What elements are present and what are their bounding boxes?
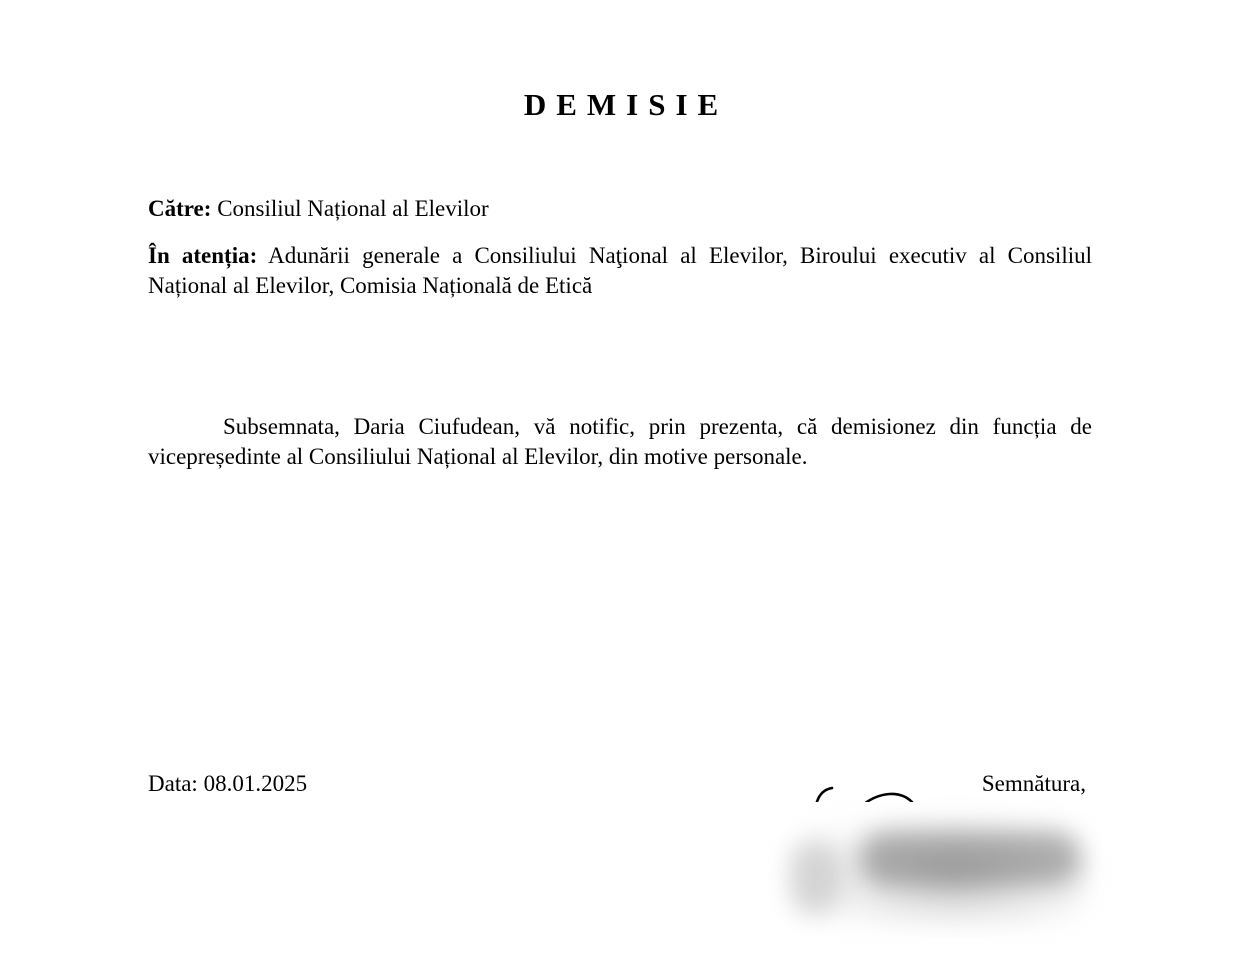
recipient-value: Consiliul Național al Elevilor <box>217 196 489 221</box>
recipient-line <box>148 194 1092 224</box>
signature-label: Semnătura, <box>981 771 1086 796</box>
body-paragraph: Subsemnata, Daria Ciufudean, vă notific, prin prezenta, că demisionez din funcția de vicepreședinte al Consiliului Național al Elevilor, din motive personale. <box>148 414 1092 469</box>
date-line <box>148 769 307 799</box>
date-label: Data: <box>148 771 198 796</box>
recipient-label: Către: <box>148 196 212 221</box>
attention-line <box>148 241 1092 301</box>
attention-value: Adunării generale a Consiliului Naţional al Elevilor, Biroului executiv al Consiliul Național al Elevilor, Comisia Națională de Etică <box>148 243 1092 298</box>
signature-redaction-blur-core <box>860 832 1080 884</box>
document-title: DEMISIE <box>523 87 729 122</box>
signature-redaction-blur-left <box>790 840 840 915</box>
attention-label: În atenția: <box>148 243 258 268</box>
date-value: 08.01.2025 <box>203 771 308 796</box>
